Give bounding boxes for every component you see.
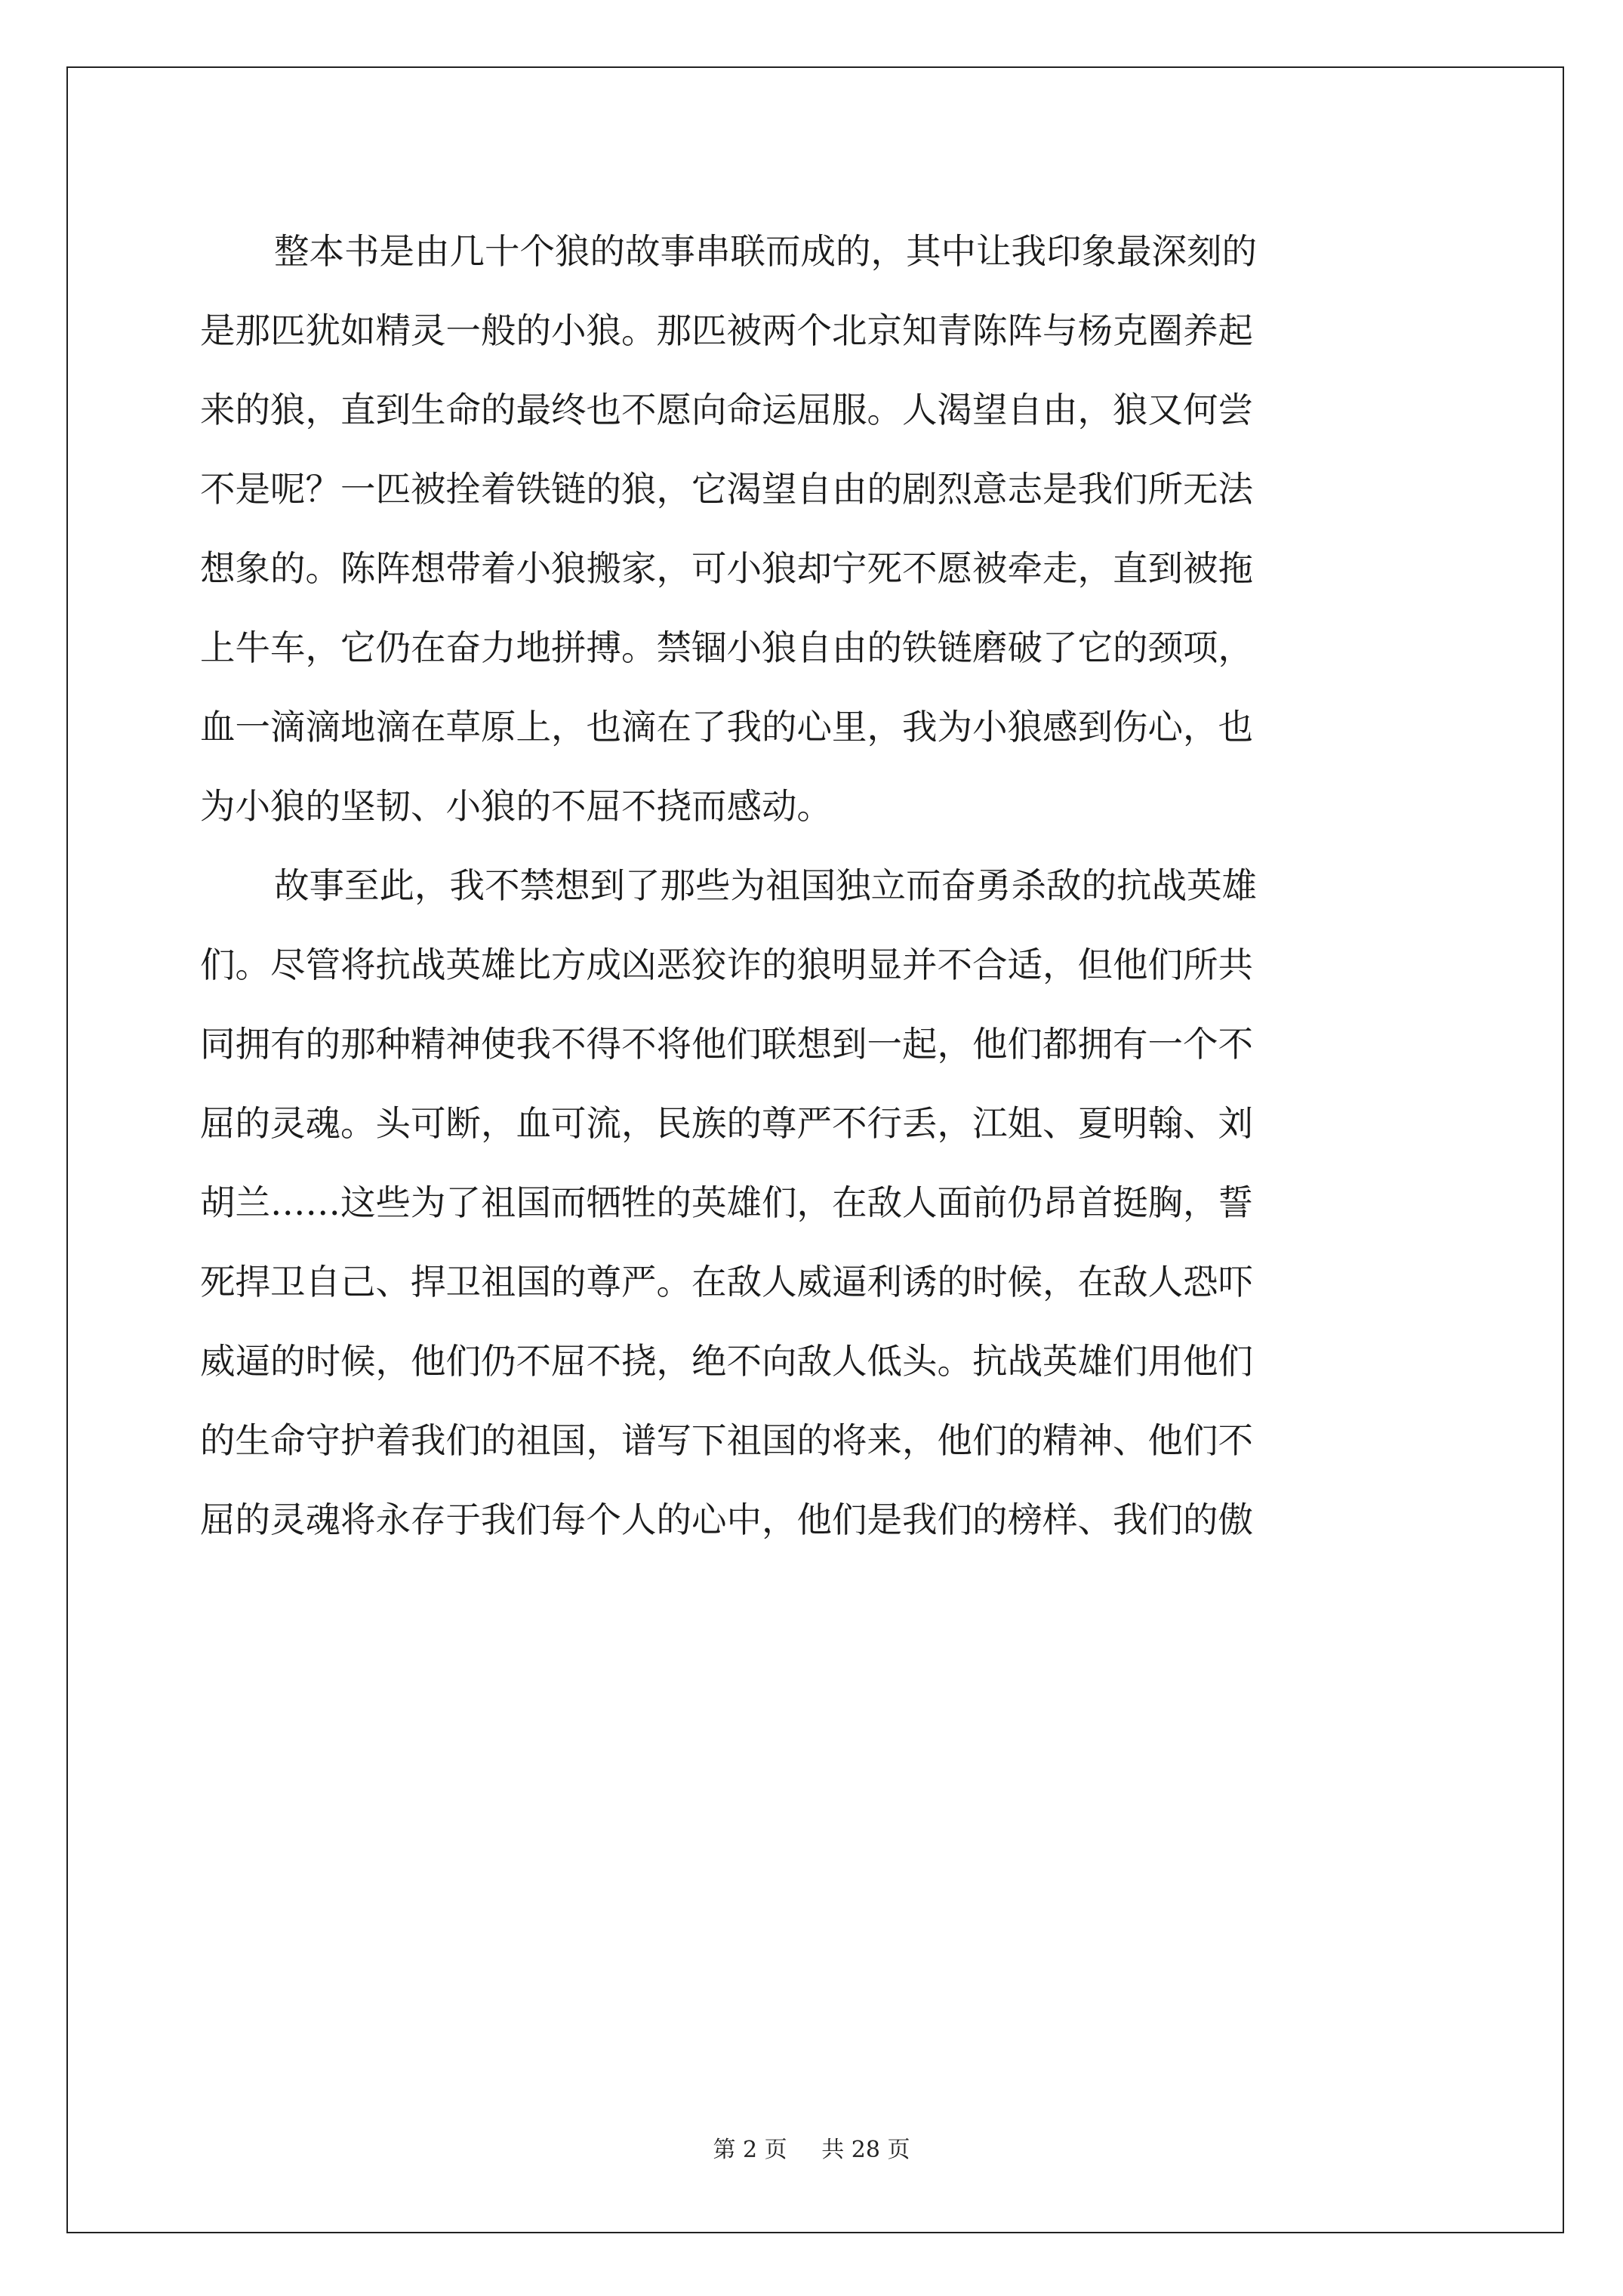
paragraph-1-line-4: 不是呢？一匹被拴着铁链的狼，它渴望自由的剧烈意志是我们所无法 [200,469,1253,510]
paragraph-2-line-1: 故事至此，我不禁想到了那些为祖国独立而奋勇杀敌的抗战英雄 [274,865,1257,906]
page-footer [0,2137,1623,2164]
paragraph-1-line-7: 血一滴滴地滴在草原上，也滴在了我的心里，我为小狼感到伤心，也 [200,707,1253,747]
paragraph-1-line-5: 想象的。陈阵想带着小狼搬家，可小狼却宁死不愿被牵走，直到被拖 [200,548,1253,589]
paragraph-2-line-7: 威逼的时候，他们仍不屈不挠，绝不向敌人低头。抗战英雄们用他们 [200,1341,1253,1382]
paragraph-2-line-3: 同拥有的那种精神使我不得不将他们联想到一起，他们都拥有一个不 [200,1024,1253,1065]
page-total: 共 28 页 [821,2137,910,2163]
paragraph-2-line-8: 的生命守护着我们的祖国，谱写下祖国的将来，他们的精神、他们不 [200,1420,1253,1461]
paragraph-2-line-2: 们。尽管将抗战英雄比方成凶恶狡诈的狼明显并不合适，但他们所共 [200,945,1253,985]
paragraph-1-line-1: 整本书是由几十个狼的故事串联而成的，其中让我印象最深刻的 [274,231,1257,272]
paragraph-2-line-4: 屈的灵魂。头可断，血可流，民族的尊严不行丢，江姐、夏明翰、刘 [200,1103,1253,1144]
paragraph-2-line-9: 屈的灵魂将永存于我们每个人的心中，他们是我们的榜样、我们的傲 [200,1499,1253,1540]
paragraph-2-line-5: 胡兰……这些为了祖国而牺牲的英雄们，在敌人面前仍昂首挺胸，誓 [200,1182,1253,1223]
paragraph-1-line-6: 上牛车，它仍在奋力地拼搏。禁锢小狼自由的铁链磨破了它的颈项， [200,627,1253,668]
page-number: 第 2 页 [713,2137,787,2163]
paragraph-2-line-6: 死捍卫自己、捍卫祖国的尊严。在敌人威逼利诱的时候，在敌人恐吓 [200,1262,1253,1302]
paragraph-1-line-3: 来的狼，直到生命的最终也不愿向命运屈服。人渴望自由，狼又何尝 [200,390,1253,430]
paragraph-1-line-8: 为小狼的坚韧、小狼的不屈不挠而感动。 [200,786,832,827]
paragraph-1-line-2: 是那匹犹如精灵一般的小狼。那匹被两个北京知青陈阵与杨克圈养起 [200,310,1253,351]
